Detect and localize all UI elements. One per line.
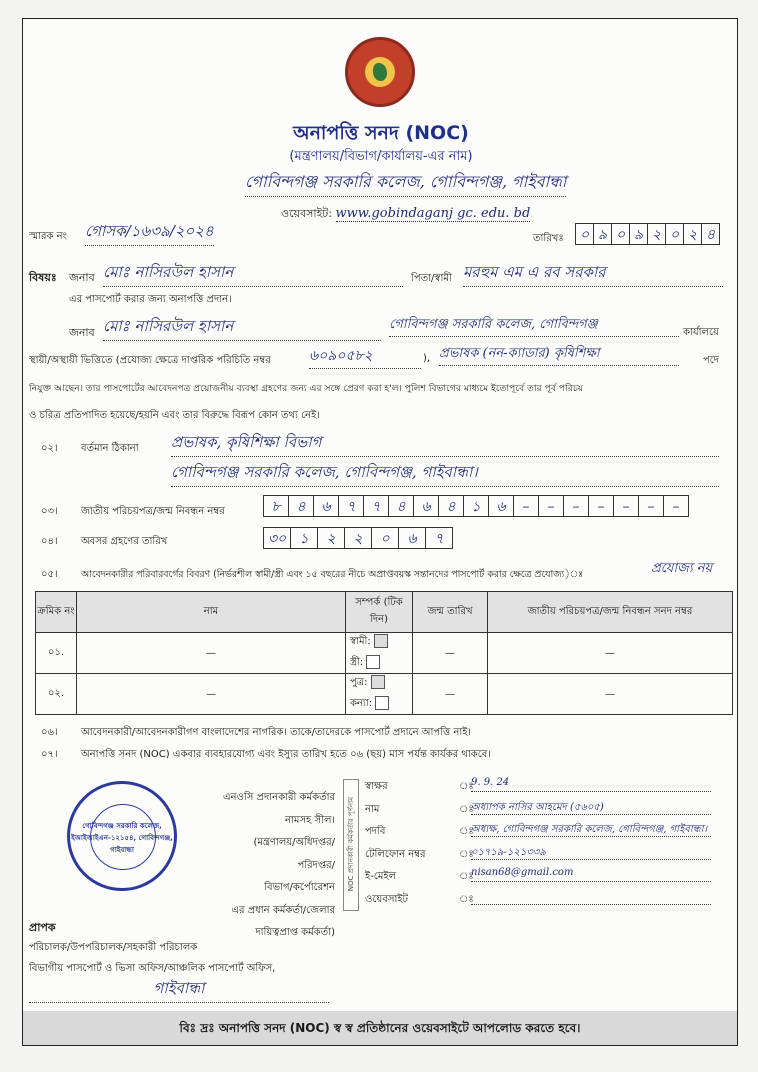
desc-line: এর প্রধান কর্মকর্তা/জেলার	[231, 904, 335, 916]
row-nid: —	[488, 633, 733, 674]
signatory-field-value: 9. 9. 24	[471, 777, 711, 792]
digit-box: ১	[463, 495, 489, 517]
digit-box: –	[513, 495, 539, 517]
row-name: —	[77, 633, 346, 674]
subject-name: মোঃ নাসিরউল হাসান	[103, 261, 403, 287]
address-line1: প্রভাষক, কৃষিশিক্ষা বিভাগ	[171, 431, 719, 457]
date-boxes	[575, 223, 720, 245]
seal-text: গোবিন্দগঞ্জ সরকারি কলেজ, ইআইআইএন-১২১৫৪, গোবিন্দগঞ্জ, গাইবান্ধা	[71, 822, 173, 854]
row-relation	[346, 633, 413, 674]
digit-box: –	[563, 495, 589, 517]
husband-checkbox[interactable]	[374, 634, 388, 648]
date-label: তারিখঃ	[533, 233, 564, 244]
digit-box: –	[663, 495, 689, 517]
colon: ঃ	[459, 826, 474, 837]
subject-label: বিষয়ঃ	[29, 271, 57, 284]
family-label: আবেদনকারীর পরিবারবর্গের বিবরণ (নির্ভরশীল স্বামী/স্ত্রী এবং ১৫ বছরের নীচে অপ্রাপ্তবয়স্ক সন্তানদের পাসপোর্ট করার ক্ষেত্রে প্রযোজ্য)ঃ	[81, 569, 584, 580]
side-stamp-text: NOC প্রদানকারী কর্মকর্তার পূর্ণনাম	[347, 796, 355, 892]
digit-box: ৪	[438, 495, 464, 517]
signatory-field-label: পদবি	[365, 826, 386, 837]
desc-line: নামসহ সীল।	[285, 814, 335, 826]
subject-line2: এর পাসপোর্ট করার জন্য অনাপত্তি প্রদান।	[69, 294, 232, 305]
digit-box: –	[538, 495, 564, 517]
digit-box: ২	[647, 223, 666, 245]
relation-daughter-label: কন্যা:	[350, 698, 373, 709]
relation-son-label: পুত্র:	[350, 677, 368, 688]
item-02-number: ০২।	[41, 443, 58, 454]
table-row	[36, 633, 733, 674]
address-label: বর্তমান ঠিকানা	[81, 443, 139, 454]
item-03-number: ০৩।	[41, 506, 58, 517]
row-serial: ০২.	[36, 674, 77, 715]
body-line2-a: স্থায়ী/অস্থায়ী ভিত্তিতে (প্রযোজ্য ক্ষেত্রে দাপ্তরিক পরিচিতি নম্বর	[29, 355, 271, 366]
colon: ঃ	[459, 848, 474, 860]
digit-box: ২	[317, 527, 345, 549]
digit-box: ৪	[701, 223, 720, 245]
table-row	[36, 674, 733, 715]
address-line2: গোবিন্দগঞ্জ সরকারি কলেজ, গোবিন্দগঞ্জ, গাইবান্ধা।	[171, 461, 719, 487]
digit-box: ৬	[313, 495, 339, 517]
signatory-field-value: অধ্যক্ষ, গোবিন্দগঞ্জ সরকারি কলেজ, গোবিন্দগঞ্জ, গাইবান্ধা।	[471, 822, 711, 837]
digit-box: ৪	[388, 495, 414, 517]
digit-box: –	[588, 495, 614, 517]
col-dob: জন্ম তারিখ	[413, 592, 488, 633]
official-id: ৬০৯০৫৮২	[309, 344, 421, 369]
signatory-field-label: স্বাক্ষর	[365, 781, 388, 792]
son-checkbox[interactable]	[371, 675, 385, 689]
digit-box: ০	[575, 223, 594, 245]
row-dob: —	[413, 633, 488, 674]
signatory-field-label: ওয়েবসাইট	[365, 893, 408, 905]
retirement-boxes	[263, 527, 453, 549]
col-serial: ক্রমিক নং	[36, 592, 77, 633]
recipient-label: প্রাপক	[29, 921, 56, 934]
digit-box: –	[638, 495, 664, 517]
digit-box: ৪	[288, 495, 314, 517]
col-nid: জাতীয় পরিচয়পত্র/জন্ম নিবন্ধন সনদ নম্বর	[488, 592, 733, 633]
father-label: পিতা/স্বামী	[411, 273, 452, 284]
note-06-number: ০৬।	[41, 727, 58, 738]
noc-side-stamp	[343, 779, 359, 911]
digit-box: ০	[665, 223, 684, 245]
wife-checkbox[interactable]	[366, 655, 380, 669]
recipient-city: গাইবান্ধা	[29, 977, 329, 1003]
office-seal	[67, 781, 177, 891]
body-line2-c: পদে	[703, 355, 720, 366]
memo-label: স্মারক নং	[29, 231, 67, 242]
desc-line: এনওসি প্রদানকারী কর্মকর্তার	[222, 792, 335, 803]
office-name: গোবিন্দগঞ্জ সরকারি কলেজ, গোবিন্দগঞ্জ, গাইবান্ধা	[245, 169, 566, 197]
note-07: অনাপত্তি সনদ (NOC) একবার ব্যবহারযোগ্য এবং ইস্যুর তারিখ হতে ০৬ (ছয়) মাস পর্যন্ত কার্যকর থাকবে।	[81, 749, 491, 760]
body-prefix: জনাব	[69, 326, 95, 339]
col-relation: সম্পর্ক (টিক দিন)	[346, 592, 413, 633]
row-nid: —	[488, 674, 733, 715]
row-serial: ০১.	[36, 633, 77, 674]
family-table	[35, 591, 733, 715]
item-05-number: ০৫।	[41, 569, 58, 580]
digit-box: ৬	[413, 495, 439, 517]
digit-box: ১	[290, 527, 318, 549]
relation-wife-label: স্ত্রী:	[350, 657, 364, 668]
digit-box: ৮	[263, 495, 289, 517]
recipient-line1: পরিচালক/উপপরিচালক/সহকারী পরিচালক	[29, 942, 198, 953]
row-dob: —	[413, 674, 488, 715]
retirement-label: অবসর গ্রহণের তারিখ	[81, 536, 168, 547]
signatory-field-label: টেলিফোন নম্বর	[365, 848, 426, 860]
desc-line: দায়িত্বপ্রাপ্ত কর্মকর্তা)	[255, 927, 335, 938]
item-04-number: ০৪।	[41, 536, 58, 547]
form-subtitle: (মন্ত্রণালয়/বিভাগ/কার্যালয়-এর নাম)	[289, 149, 473, 164]
digit-box: ৬	[398, 527, 426, 549]
note-07-number: ০৭।	[41, 749, 58, 760]
government-emblem-icon	[345, 37, 415, 107]
desc-line: বিভাগ/কর্পোরেশন	[264, 882, 335, 893]
signatory-field-value: nisan68@gmail.com	[471, 867, 711, 882]
noc-form	[22, 18, 738, 1046]
body-line2-b: ),	[423, 353, 431, 364]
digit-box: ৭	[338, 495, 364, 517]
digit-box: ৩০	[263, 527, 291, 549]
website-value: www.gobindaganj gc. edu. bd	[335, 206, 531, 221]
body-line3: নিযুক্ত আছেন। তার পাসপোর্টের আবেদনপত্র প্রয়োজনীয় ব্যবস্থা গ্রহণের জন্য এর সঙ্গে প্রেরণ করা হ'ল। পুলিশ বিভাগের মাধ্যমে ইতোপূর্বে তার পূর্ব পরিচয়	[29, 383, 584, 394]
body-office: গোবিন্দগঞ্জ সরকারি কলেজ, গোবিন্দগঞ্জ	[389, 315, 679, 337]
memo-number: গোসক/১৬৩৯/২০২৪	[85, 220, 214, 246]
daughter-checkbox[interactable]	[375, 696, 389, 710]
desc-line: (মন্ত্রণালয়/অধিদপ্তর/পরিদপ্তর/	[253, 837, 335, 871]
digit-box: ৭	[425, 527, 453, 549]
col-name: নাম	[77, 592, 346, 633]
digit-box: ০	[371, 527, 399, 549]
website-label: ওয়েবসাইট:	[281, 207, 332, 220]
nid-label: জাতীয় পরিচয়পত্র/জন্ম নিবন্ধন নম্বর	[81, 506, 225, 517]
digit-box: ২	[344, 527, 372, 549]
family-value: প্রযোজ্য নয়	[651, 561, 713, 576]
father-name: মরহুম এম এ রব সরকার	[463, 261, 723, 287]
signatory-field-label: ই-মেইল	[365, 871, 397, 882]
nid-boxes	[263, 495, 689, 517]
body-office-suffix: কার্যালয়ে	[683, 327, 719, 338]
designation: প্রভাষক (নন-ক্যাডার) কৃষিশিক্ষা	[439, 344, 679, 366]
form-title: অনাপত্তি সনদ (NOC)	[293, 122, 469, 144]
digit-box: ০	[611, 223, 630, 245]
colon: ঃ	[459, 803, 474, 815]
digit-box: ৬	[488, 495, 514, 517]
body-line4: ও চরিত্র প্রতিপাদিত হয়েছে/হয়নি এবং তার বিরুদ্ধে বিরূপ কোন তথ্য নেই।	[29, 410, 320, 421]
note-06: আবেদনকারী/আবেদনকারীগণ বাংলাদেশের নাগরিক। তাকে/তাদেরকে পাসপোর্ট প্রদানে আপত্তি নাই।	[81, 727, 472, 738]
recipient-line2: বিভাগীয় পাসপোর্ট ও ভিসা অফিস/আঞ্চলিক পাসপোর্ট অফিস,	[29, 963, 276, 974]
signatory-description	[221, 787, 335, 945]
colon: ঃ	[459, 781, 474, 792]
row-relation	[346, 674, 413, 715]
colon: ঃ	[459, 871, 474, 882]
digit-box: ৯	[629, 223, 648, 245]
digit-box: –	[613, 495, 639, 517]
signatory-field-value: অধ্যাপক নাসির আহমেদ (৫৬০৫)	[471, 800, 711, 815]
digit-box: ৯	[593, 223, 612, 245]
footer-note: বিঃ দ্রঃ অনাপত্তি সনদ (NOC) স্ব স্ব প্রতিষ্ঠানের ওয়েবসাইটে আপলোড করতে হবে।	[23, 1011, 737, 1045]
relation-husband-label: স্বামী:	[350, 636, 371, 647]
body-name: মোঃ নাসিরউল হাসান	[103, 315, 381, 341]
digit-box: ৭	[363, 495, 389, 517]
signatory-field-value: ০১৭১৯-১২১৩৩৯	[471, 845, 711, 860]
digit-box: ২	[683, 223, 702, 245]
colon: ঃ	[459, 893, 474, 905]
subject-prefix: জনাব	[69, 271, 95, 284]
signatory-field-label: নাম	[365, 803, 380, 815]
row-name: —	[77, 674, 346, 715]
signatory-field-value	[471, 890, 711, 905]
